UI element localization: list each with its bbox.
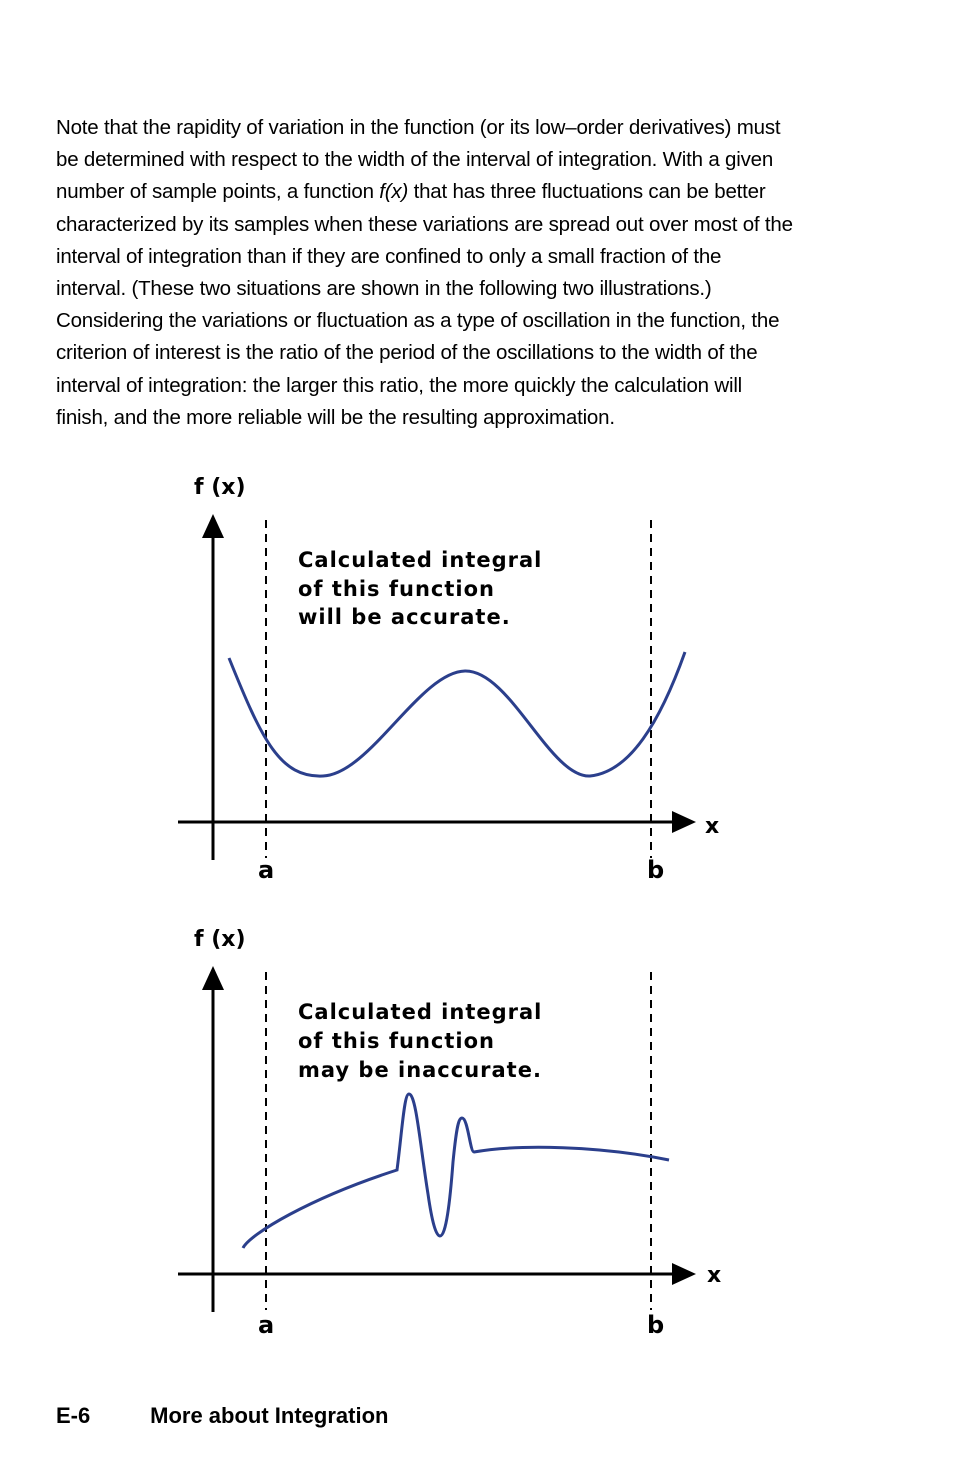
annotation-line: Calculated integral bbox=[298, 1000, 543, 1024]
marker-a-label: a bbox=[258, 856, 275, 884]
marker-b-label: b bbox=[647, 856, 665, 884]
body-paragraph bbox=[56, 112, 856, 434]
marker-a-label: a bbox=[258, 1311, 275, 1339]
page-number: E-6 bbox=[56, 1403, 91, 1428]
function-curve bbox=[229, 652, 685, 776]
annotation-line: may be inaccurate. bbox=[298, 1058, 542, 1082]
annotation-line: Calculated integral bbox=[298, 548, 543, 572]
paragraph-line: interval. (These two situations are shown in the following two illustrations.) bbox=[56, 277, 712, 301]
figure-inaccurate-diagram bbox=[0, 912, 954, 1352]
annotation-line: of this function bbox=[298, 577, 495, 601]
y-axis-label: f (x) bbox=[194, 927, 246, 952]
paragraph-line: interval of integration than if they are confined to only a small fraction of the bbox=[56, 244, 722, 268]
paragraph-line: Considering the variations or fluctuation as a type of oscillation in the function, the bbox=[56, 309, 780, 333]
function-name: f(x) bbox=[379, 180, 409, 204]
paragraph-line: finish, and the more reliable will be the resulting approximation. bbox=[56, 405, 615, 429]
annotation-line: of this function bbox=[298, 1029, 495, 1053]
y-axis-arrowhead bbox=[202, 514, 224, 538]
x-axis-arrowhead bbox=[672, 1263, 696, 1285]
x-axis-label: x bbox=[707, 1263, 722, 1288]
section-title: More about Integration bbox=[150, 1403, 389, 1428]
paragraph-line: be determined with respect to the width of the interval of integration. With a given bbox=[56, 148, 774, 172]
paragraph-line: characterized by its samples when these variations are spread out over most of the bbox=[56, 212, 793, 236]
paragraph-line: number of sample points, a function f(x) that has three fluctuations can be better bbox=[56, 180, 766, 204]
paragraph-line: criterion of interest is the ratio of the period of the oscillations to the width of the bbox=[56, 341, 758, 365]
figure-inaccurate bbox=[0, 912, 954, 1352]
figure-accurate bbox=[0, 460, 954, 900]
marker-b-label: b bbox=[647, 1311, 665, 1339]
function-curve bbox=[243, 1094, 669, 1248]
figure-accurate-diagram bbox=[0, 460, 954, 900]
paragraph-line: interval of integration: the larger this ratio, the more quickly the calculation will bbox=[56, 373, 743, 397]
page-footer bbox=[56, 1403, 388, 1429]
x-axis-label: x bbox=[705, 814, 720, 839]
y-axis-label: f (x) bbox=[194, 475, 246, 500]
paragraph-line: Note that the rapidity of variation in the function (or its low–order derivatives) must bbox=[56, 116, 781, 139]
x-axis-arrowhead bbox=[672, 811, 696, 833]
y-axis-arrowhead bbox=[202, 966, 224, 990]
annotation-line: will be accurate. bbox=[298, 605, 511, 629]
